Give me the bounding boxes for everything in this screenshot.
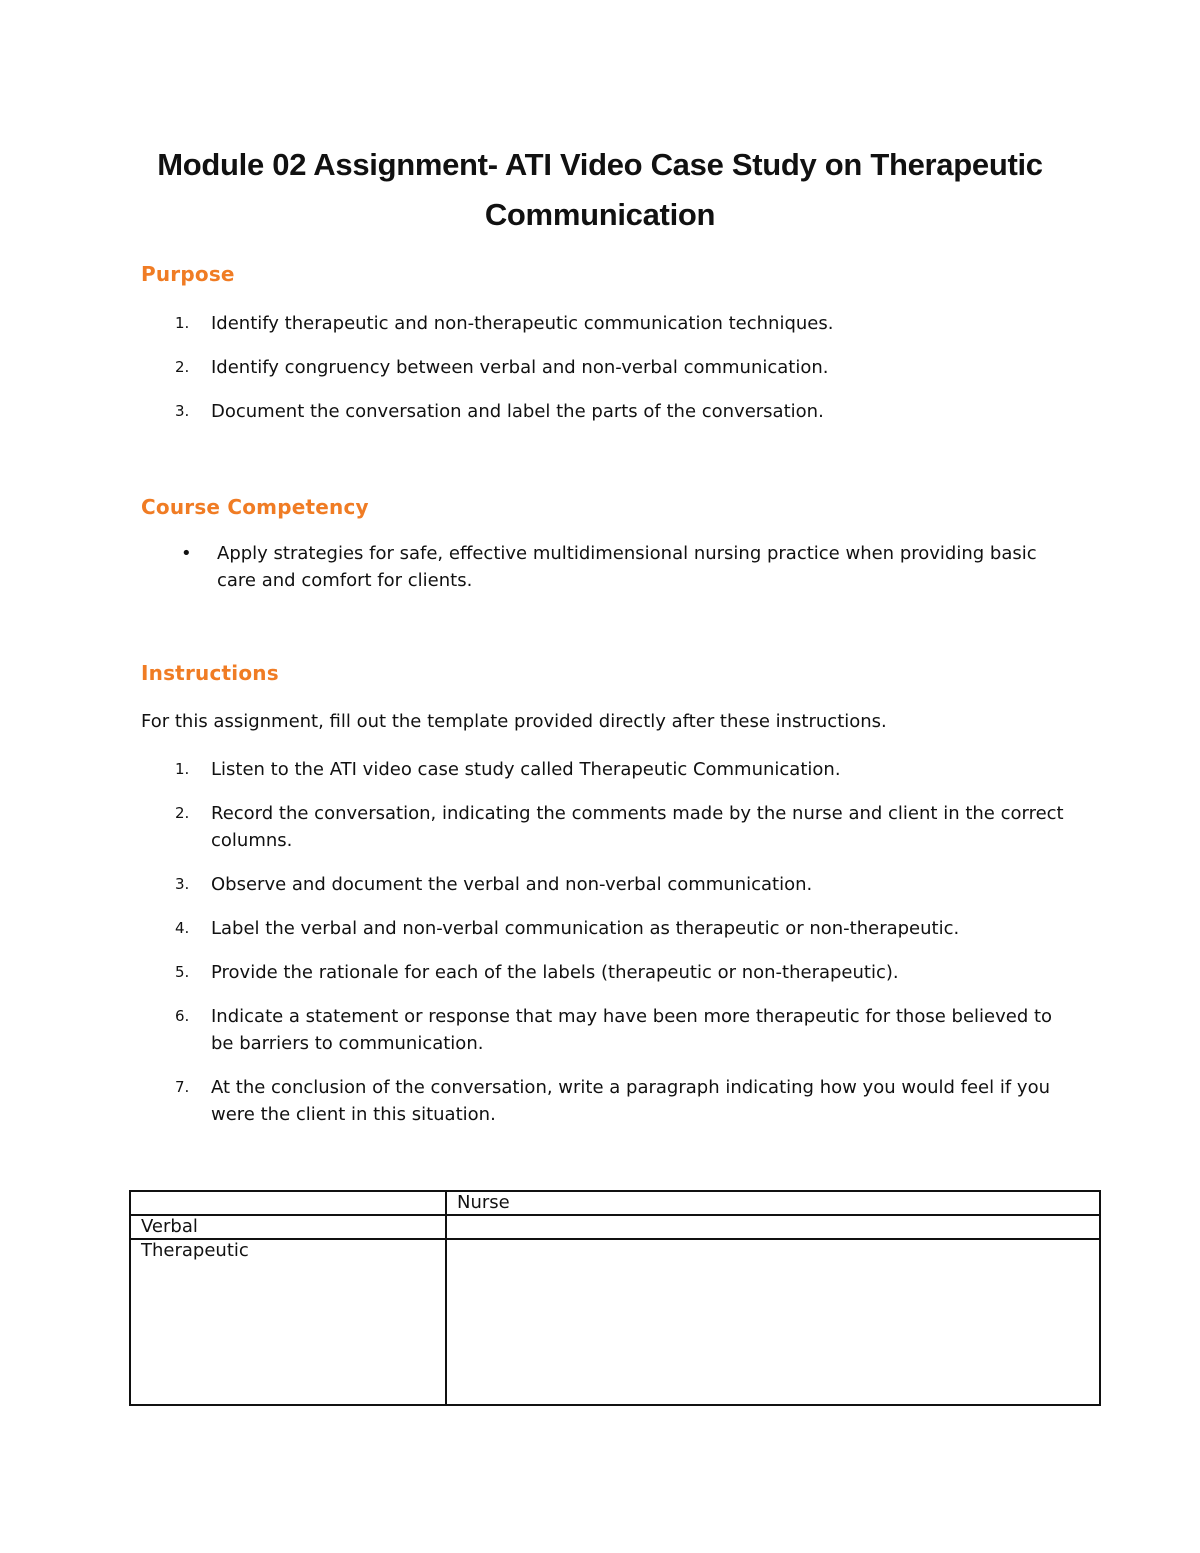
- list-number: 5.: [175, 963, 190, 981]
- table-header-cell-nurse: Nurse: [446, 1191, 1100, 1215]
- table-row: [130, 1239, 1100, 1405]
- list-number: 1.: [175, 760, 190, 778]
- list-number: 2.: [175, 804, 190, 822]
- instructions-list: [141, 756, 1071, 1128]
- list-item: [141, 915, 1071, 942]
- list-item: [141, 540, 1071, 594]
- list-item-text: Identify congruency between verbal and non-verbal communication.: [211, 357, 829, 378]
- list-number: 7.: [175, 1078, 190, 1096]
- list-item: [141, 756, 1071, 783]
- table-header-row: [130, 1191, 1100, 1215]
- list-item-text: Label the verbal and non-verbal communication as therapeutic or non-therapeutic.: [211, 918, 960, 939]
- table-cell-label: Verbal: [130, 1215, 446, 1239]
- list-number: 2.: [175, 358, 190, 376]
- list-item: [141, 1003, 1071, 1057]
- table-cell[interactable]: [446, 1239, 1100, 1405]
- purpose-heading: Purpose: [141, 262, 235, 286]
- list-item: [141, 354, 1071, 381]
- table-cell[interactable]: [446, 1215, 1100, 1239]
- list-item-text: Document the conversation and label the parts of the conversation.: [211, 401, 824, 422]
- page-title: Module 02 Assignment- ATI Video Case Study on Therapeutic Communication: [157, 147, 1043, 232]
- instructions-heading: Instructions: [141, 661, 279, 685]
- list-item-text: Listen to the ATI video case study called Therapeutic Communication.: [211, 759, 841, 780]
- list-number: 3.: [175, 875, 190, 893]
- list-item: [141, 1074, 1071, 1128]
- bullet-icon: •: [181, 543, 192, 564]
- list-item: [141, 959, 1071, 986]
- communication-table: [129, 1190, 1101, 1406]
- course-competency-heading: Course Competency: [141, 495, 369, 519]
- list-item-text: At the conclusion of the conversation, write a paragraph indicating how you would feel if you were the client in this situation.: [211, 1077, 1050, 1125]
- list-number: 1.: [175, 314, 190, 332]
- list-item-text: Identify therapeutic and non-therapeutic communication techniques.: [211, 313, 834, 334]
- list-number: 6.: [175, 1007, 190, 1025]
- list-item-text: Observe and document the verbal and non-verbal communication.: [211, 874, 813, 895]
- instructions-intro: For this assignment, fill out the template provided directly after these instructions.: [141, 711, 887, 732]
- list-item: [141, 310, 1071, 337]
- table-row: [130, 1215, 1100, 1239]
- list-item-text: Indicate a statement or response that may have been more therapeutic for those believed to be barriers to communication.: [211, 1006, 1053, 1054]
- competency-list: [141, 540, 1071, 594]
- table-cell-label: Therapeutic: [130, 1239, 446, 1405]
- purpose-list: [141, 310, 1071, 425]
- table-header-cell: [130, 1191, 446, 1215]
- list-item: [141, 398, 1071, 425]
- list-item: [141, 800, 1071, 854]
- list-item-text: Apply strategies for safe, effective multidimensional nursing practice when providing basic care and comfort for clients.: [217, 543, 1037, 591]
- list-item-text: Provide the rationale for each of the labels (therapeutic or non-therapeutic).: [211, 962, 899, 983]
- list-number: 3.: [175, 402, 190, 420]
- list-item: [141, 871, 1071, 898]
- list-item-text: Record the conversation, indicating the comments made by the nurse and client in the correct columns.: [211, 803, 1064, 851]
- list-number: 4.: [175, 919, 190, 937]
